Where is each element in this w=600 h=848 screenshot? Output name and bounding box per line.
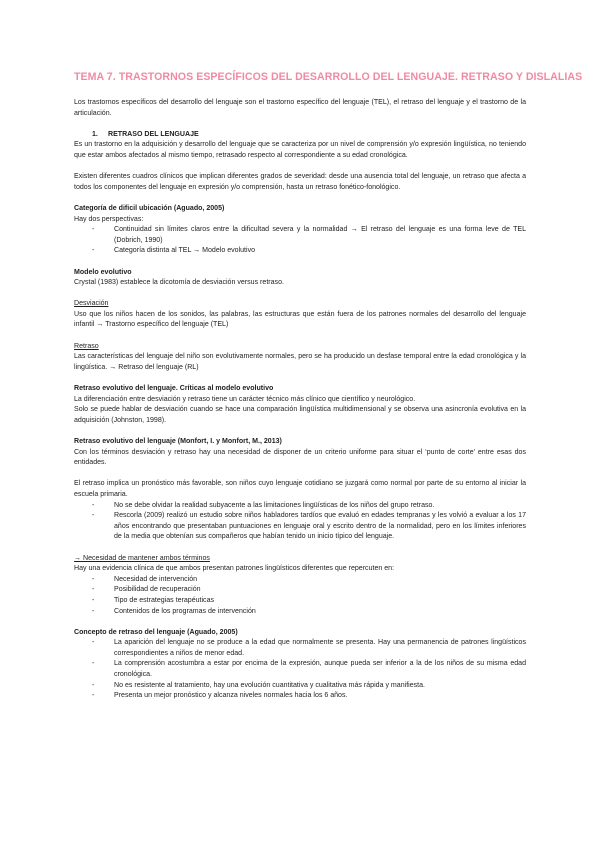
list-item: - Necesidad de intervención: [74, 575, 526, 586]
section-title: RETRASO DEL LENGUAJE: [108, 130, 199, 138]
list-item: - Categoría distinta al TEL → Modelo evolutivo: [74, 246, 526, 257]
list-item: - Presenta un mejor pronóstico y alcanza niveles normales hacia los 6 años.: [74, 691, 526, 702]
categoria-heading: Categoría de dificil ubicación (Aguado, 2005): [74, 204, 225, 212]
categoria-intro: Hay dos perspectivas:: [74, 215, 144, 223]
list-item: - La comprensión acostumbra a estar por encima de la expresión, aunque pueda ser inferior a la de los niños de su misma edad cronológica.: [74, 659, 526, 680]
list-item: - Posibilidad de recuperación: [74, 585, 526, 596]
monfort-heading: Retraso evolutivo del lenguaje (Monfort, I. y Monfort, M., 2013): [74, 438, 282, 445]
section-heading-retraso: [74, 130, 526, 141]
document-title: TEMA 7. TRASTORNOS ESPECÍFICOS DEL DESARROLLO DEL LENGUAJE. RETRASO Y DISLALIAS: [74, 71, 583, 83]
section-paragraph-1: Es un trastorno en la adquisición y desarrollo del lenguaje que se caracteriza por un nivel de comprensión y/o expresión lingüística, no teniendo que estar ambos afectados al mismo tiempo, retrasado respecto al correspondiente a su edad cronológica.: [74, 141, 526, 159]
concepto-heading: Concepto de retraso del lenguaje (Aguado, 2005): [74, 628, 238, 636]
categoria-block: [74, 204, 526, 257]
list-item: - Contenidos de los programas de intervención: [74, 607, 526, 618]
necesidad-list: [74, 575, 526, 617]
list-item: - Continuidad sin límites claros entre la dificultad severa y la normalidad → El retraso del lenguaje es una forma leve de TEL (Dobrich, 1990): [74, 225, 526, 246]
intro-paragraph: Los trastornos específicos del desarrollo del lenguaje son el trastorno específico del lenguaje (TEL), el retraso del lenguaje y el trastorno de la articulación.: [74, 99, 526, 117]
retraso-block: [74, 342, 526, 374]
categoria-list: [74, 225, 526, 257]
list-item: - La aparición del lenguaje no se produce a la edad que normalmente se presenta. Hay una permanencia de patrones lingüísticos correspondientes a niños de menor edad.: [74, 638, 526, 659]
section-paragraph-2: Existen diferentes cuadros clínicos que implican diferentes grados de severidad: desde una ausencia total del lenguaje, un retraso que afecta a todos los componentes del lenguaje en expresión y/o comprensión, hasta un retraso fonético-fonológico.: [74, 173, 526, 191]
monfort-list: [74, 501, 526, 543]
modelo-block: [74, 268, 526, 289]
list-item: - No es resistente al tratamiento, hay una evolución cuantitativa y cualitativa más rápida y manifiesta.: [74, 681, 526, 692]
desviacion-heading: Desviación: [74, 300, 109, 308]
criticas-heading: Retraso evolutivo del lenguaje. Críticas al modelo evolutivo: [74, 385, 274, 393]
monfort-block: [74, 437, 526, 543]
list-item: - No se debe olvidar la realidad subyacente a las limitaciones lingüísticas de los niños del grupo retraso.: [74, 501, 526, 512]
necesidad-intro: Hay una evidencia clínica de que ambos presentan patrones lingüísticos diferentes que repercuten en:: [74, 565, 395, 573]
necesidad-heading: → Necesidad de mantener ambos términos: [74, 554, 210, 562]
retraso-text: Las características del lenguaje del niño son evolutivamente normales, pero se ha producido un desfase temporal entre la edad cronológica y la lingüística. → Retraso del lenguaje (RL): [74, 353, 526, 371]
monfort-p1: Con los términos desviación y retraso hay una necesidad de disponer de un criterio uniforme para situar el ‘punto de corte’ entre esas dos entidades.: [74, 448, 526, 467]
section-number: 1.: [92, 130, 98, 138]
retraso-heading: Retraso: [74, 342, 99, 350]
criticas-p1: La diferenciación entre desviación y retraso tiene un carácter técnico más clínico que científico y neurológico.: [74, 395, 416, 403]
monfort-p2: El retraso implica un pronóstico más favorable, son niños cuyo lenguaje cotidiano se juzgará como normal por parte de su entorno al iniciar la escuela primaria.: [74, 480, 526, 498]
concepto-list: [74, 638, 526, 702]
modelo-text: Crystal (1983) establece la dicotomía de desviación versus retraso.: [74, 279, 284, 287]
desviacion-text: Uso que los niños hacen de los sonidos, las palabras, las estructuras que están fuera de los patrones normales del desarrollo del lenguaje infantil → Trastorno específico del lenguaje (TEL): [74, 310, 526, 329]
list-item: - Tipo de estrategias terapéuticas: [74, 596, 526, 607]
concepto-block: [74, 628, 526, 702]
criticas-block: [74, 384, 526, 426]
list-item: - Rescorla (2009) realizó un estudio sobre niños habladores tardíos que evaluó en edades tempranas y les volvió a evaluar a los 17 años encontrando que presentaban puntuaciones en lenguaje oral y escrito dentro de la normalidad, pero en los límites inferiores de la media que obtenían sus compañeros que habían tenido un inicio típico del lenguaje.: [74, 511, 526, 543]
criticas-p2: Solo se puede hablar de desviación cuando se hace una comparación lingüística multidimensional y se observa una asincronía evolutiva en la adquisición (Johnston, 1998).: [74, 406, 526, 424]
necesidad-block: [74, 554, 526, 618]
desviacion-block: [74, 299, 526, 331]
modelo-heading: Modelo evolutivo: [74, 268, 132, 276]
